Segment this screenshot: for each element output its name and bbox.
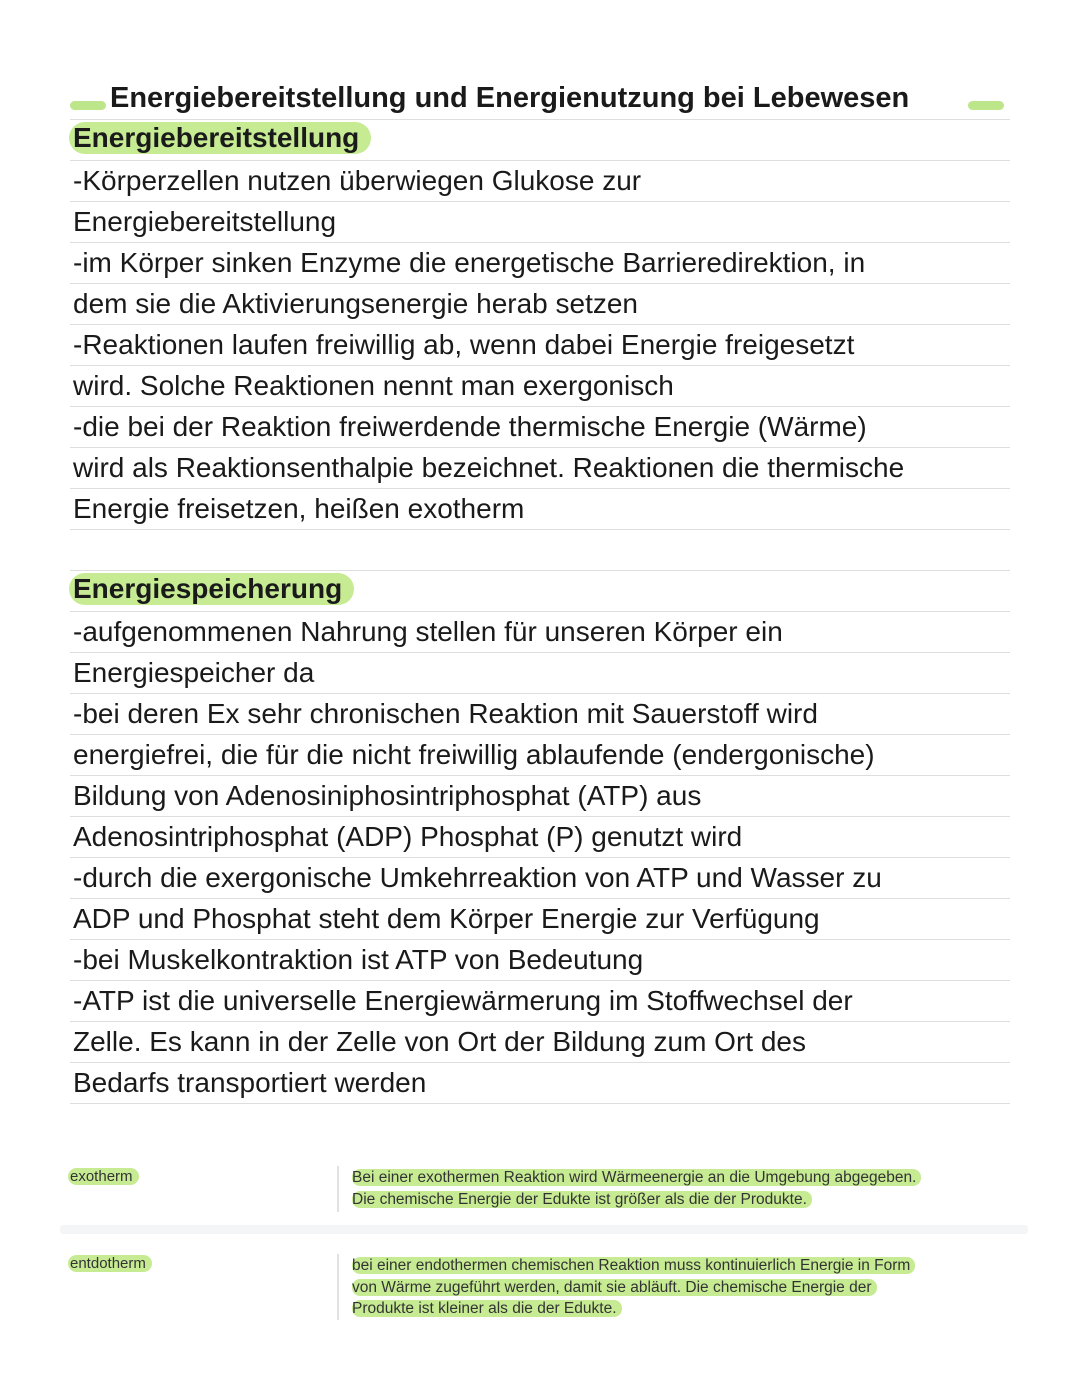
text-line (70, 1022, 1010, 1063)
page-title: Energiebereitstellung und Energienutzung bei Lebewesen (110, 82, 910, 114)
text-line-content: energiefrei, die für die nicht freiwillig ablaufende (endergonische) (73, 739, 875, 770)
text-line-content: dem sie die Aktivierungsenergie herab setzen (73, 288, 639, 319)
text-line-content: Energie freisetzen, heißen exotherm (73, 493, 525, 524)
text-line-content: -bei deren Ex sehr chronischen Reaktion mit Sauerstoff wird (73, 698, 818, 729)
definition-line (352, 1277, 1012, 1299)
page-title-line (70, 78, 1010, 120)
definition-text: Die chemische Energie der Edukte ist größer als die der Produkte. (352, 1191, 812, 1208)
text-line-content: -im Körper sinken Enzyme die energetische Barrieredirektion, in (73, 247, 866, 278)
text-line (70, 940, 1010, 981)
text-line-content: ADP und Phosphat steht dem Körper Energie zur Verfügung (73, 903, 820, 934)
text-line (70, 325, 1010, 366)
glossary-definition-exotherm (352, 1167, 1012, 1210)
text-line-content: Adenosintriphosphat (ADP) Phosphat (P) genutzt wird (73, 821, 743, 852)
text-line-content: Energiebereitstellung (73, 206, 337, 237)
definition-text: Produkte ist kleiner als die der Edukte. (352, 1300, 622, 1317)
text-line-content: wird als Reaktionsenthalpie bezeichnet. Reaktionen die thermische (73, 452, 905, 483)
section-heading-speicherung: Energiespeicherung (69, 573, 354, 605)
text-line-content: Energiespeicher da (73, 657, 315, 688)
definition-line (352, 1255, 1012, 1277)
notes-body (70, 78, 1010, 1104)
definition-text: von Wärme zugeführt werden, damit sie abläuft. Die chemische Energie der (352, 1279, 877, 1296)
text-line-content: -bei Muskelkontraktion ist ATP von Bedeutung (73, 944, 644, 975)
text-line (70, 776, 1010, 817)
text-line-content: -Körperzellen nutzen überwiegen Glukose zur (73, 165, 642, 196)
text-line (70, 202, 1010, 243)
text-line (70, 407, 1010, 448)
definition-line (352, 1298, 1012, 1320)
text-line (70, 161, 1010, 202)
text-line (70, 489, 1010, 530)
text-line (70, 817, 1010, 858)
text-line-content: Zelle. Es kann in der Zelle von Ort der Bildung zum Ort des (73, 1026, 806, 1057)
text-line (70, 243, 1010, 284)
text-line (70, 612, 1010, 653)
glossary-definition-endotherm (352, 1255, 1012, 1320)
glossary-divider-vertical (337, 1254, 339, 1320)
section-heading-bereitstellung: Energiebereitstellung (69, 122, 371, 154)
definition-line (352, 1167, 1012, 1189)
definition-text: bei einer endothermen chemischen Reaktion muss kontinuierlich Energie in Form (352, 1257, 915, 1274)
section-heading-line (70, 120, 1010, 161)
text-line-content: Bildung von Adenosiniphosintriphosphat (ATP) aus (73, 780, 702, 811)
definition-text: Bei einer exothermen Reaktion wird Wärmeenergie an die Umgebung abgegeben. (352, 1169, 921, 1186)
text-line-content: -durch die exergonische Umkehrreaktion von ATP und Wasser zu (73, 862, 882, 893)
text-line-content: Bedarfs transportiert werden (73, 1067, 427, 1098)
definition-line (352, 1189, 1012, 1211)
section-heading-line (70, 571, 1010, 612)
glossary-term-endotherm (68, 1255, 152, 1272)
text-line (70, 735, 1010, 776)
text-line-content: -ATP ist die universelle Energiewärmerung im Stoffwechsel der (73, 985, 853, 1016)
glossary-term-label: entdotherm (68, 1255, 152, 1272)
glossary-term-exotherm (68, 1168, 139, 1185)
glossary-divider-vertical (337, 1166, 339, 1212)
text-line (70, 694, 1010, 735)
blank-line (70, 530, 1010, 571)
text-line (70, 981, 1010, 1022)
text-line (70, 899, 1010, 940)
highlight-dash-right (968, 101, 1004, 110)
highlight-dash-left (70, 101, 106, 110)
text-line-content: -Reaktionen laufen freiwillig ab, wenn dabei Energie freigesetzt (73, 329, 855, 360)
glossary-separator (60, 1225, 1028, 1234)
glossary-term-label: exotherm (68, 1168, 139, 1185)
text-line (70, 1063, 1010, 1104)
text-line (70, 448, 1010, 489)
text-line (70, 858, 1010, 899)
text-line-content: -die bei der Reaktion freiwerdende thermische Energie (Wärme) (73, 411, 867, 442)
text-line-content: wird. Solche Reaktionen nennt man exergonisch (73, 370, 674, 401)
text-line (70, 366, 1010, 407)
text-line (70, 653, 1010, 694)
text-line (70, 284, 1010, 325)
text-line-content: -aufgenommenen Nahrung stellen für unseren Körper ein (73, 616, 783, 647)
